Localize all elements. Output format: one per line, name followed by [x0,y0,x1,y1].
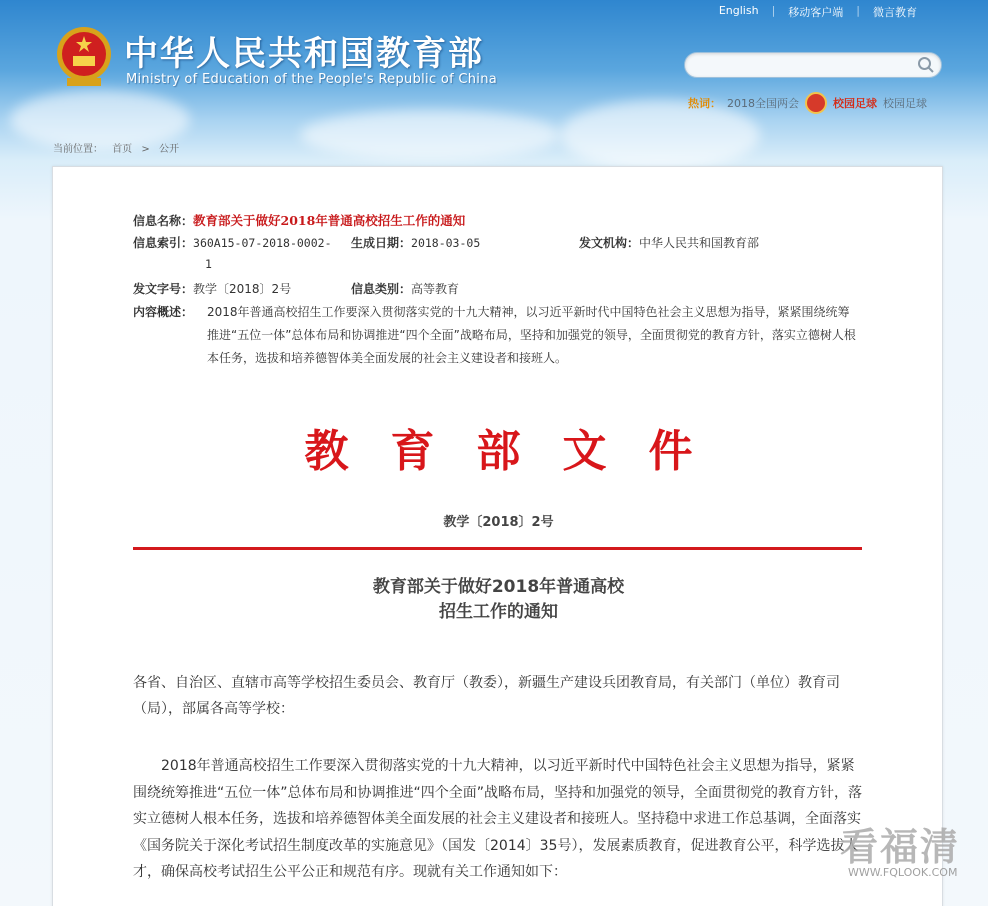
hot-link-campus-soccer-2[interactable]: 校园足球 [883,97,927,110]
category-label: 信息类别： [351,282,412,296]
breadcrumb-home[interactable]: 首页 [112,144,133,155]
info-name-label: 信息名称： [133,214,194,228]
search-box [684,52,942,78]
info-index-label: 信息索引： [133,236,194,250]
divider: | [856,4,860,17]
breadcrumb [53,140,185,155]
watermark-url: WWW.FQLOOK.COM [848,866,958,879]
info-name-value: 教育部关于做好2018年普通高校招生工作的通知 [193,213,466,228]
search-icon[interactable] [917,56,935,74]
notice-title-line2: 招生工作的通知 [439,602,558,622]
body-paragraph: 2018年普通高校招生工作要深入贯彻落实党的十九大精神，以习近平新时代中国特色社会主义思想为指导，紧紧围绕统筹推进“五位一体”总体布局和协调推进“四个全面”战略布局，坚持和加强党的领导，全面贯彻党的教育方针，落实立德树人根本任务，选拔和培养德智体美全面发展的社会主义建设者和接班人。坚持稳中求进工作总基调，全面落实《国务院关于深化考试招生制度改革的实施意见》（国发〔2014〕35号），发展素质教育，促进教育公平，科学选拔人才，确保高校考试招生公平公正和规范有序。现就有关工作通知如下： [133,758,863,880]
hot-words [688,92,927,114]
search-input[interactable] [695,53,915,77]
breadcrumb-separator: > [141,144,150,155]
summary-text: 2018年普通高校招生工作要深入贯彻落实党的十九大精神，以习近平新时代中国特色社会主义思想为指导，紧紧围绕统筹推进“五位一体”总体布局和协调推进“四个全面”战略布局，坚持和加强党的领导，全面贯彻党的教育方针，落实立德树人根本任务，选拔和培养德智体美全面发展的社会主义建设者和接班人。 [207,305,856,365]
info-index-value: 360A15-07-2018-0002- [193,236,332,250]
divider: | [771,4,776,17]
red-divider [133,547,862,550]
docno-value: 教学〔2018〕2号 [193,282,292,296]
org-value: 中华人民共和国教育部 [639,236,760,250]
hot-words-label: 热词： [688,97,721,110]
hot-link-two-sessions[interactable]: 2018全国两会 [727,97,799,110]
docno-label: 发文字号： [133,282,194,296]
org-label: 发文机构： [579,236,640,250]
weiyan-link[interactable]: 微言教育 [873,6,917,19]
hot-link-campus-soccer[interactable]: 校园足球 [833,97,877,110]
date-label: 生成日期： [351,236,412,250]
notice-title-line1: 教育部关于做好2018年普通高校 [372,577,625,597]
summary-label: 内容概述： [133,305,194,319]
breadcrumb-public[interactable]: 公开 [158,144,179,155]
addressee-text: 各省、自治区、直辖市高等学校招生委员会、教育厅（教委），新疆生产建设兵团教育局，有关部门（单位）教育司（局），部属各高等学校： [133,675,840,717]
breadcrumb-label: 当前位置： [53,144,103,155]
document-number: 教学〔2018〕2号 [443,515,554,530]
category-value: 高等教育 [411,282,460,296]
notice-title [53,575,944,625]
top-links [706,4,930,20]
soccer-badge-icon [805,92,827,114]
site-title[interactable]: 中华人民共和国教育部 [124,34,484,74]
watermark-text: 看福清 [840,825,961,869]
info-index-value-cont: 1 [205,257,212,271]
national-emblem-icon [55,24,113,88]
mobile-client-link[interactable]: 移动客户端 [788,6,844,19]
english-link[interactable]: English [718,4,759,17]
date-value: 2018-03-05 [411,236,481,250]
document-header-title: 教育部文件 [304,426,735,477]
site-subtitle: Ministry of Education of the People's Republic of China [126,72,498,87]
document-card [52,166,943,906]
